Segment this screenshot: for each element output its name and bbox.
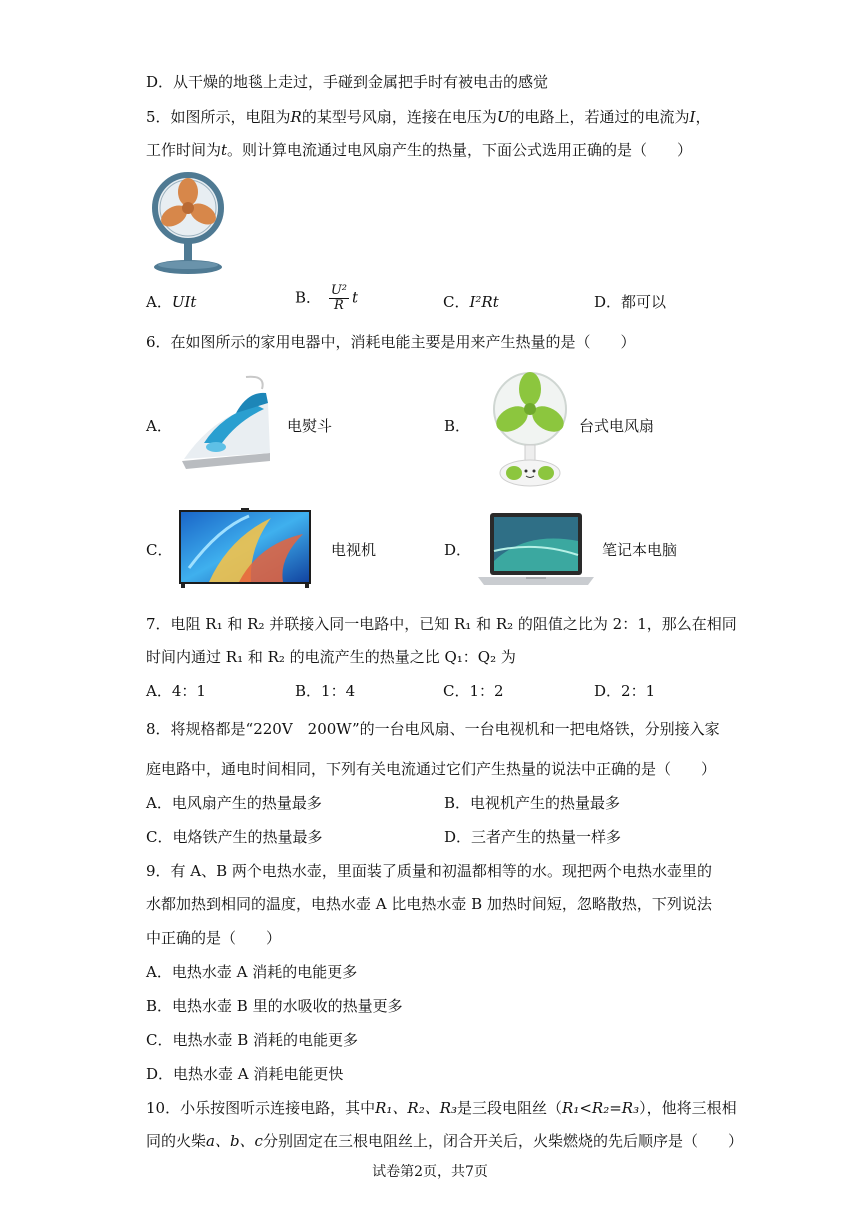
q6-iron-image (176, 373, 274, 473)
q9-stem-line3: 中正确的是（ ） (146, 929, 282, 947)
q6-option-d-label: D． (444, 541, 472, 559)
q6-option-c-label: C． (146, 541, 173, 559)
q9-stem-line2: 水都加热到相同的温度，电热水壶 A 比电热水壶 B 加热时间短，忽略散热，下列说法 (146, 895, 712, 913)
q6-tv-image (179, 508, 311, 588)
q9-option-d: D．电热水壶 A 消耗电能更快 (146, 1065, 344, 1083)
q5-option-d: D．都可以 (594, 293, 667, 311)
q9-option-a: A．电热水壶 A 消耗的电能更多 (146, 963, 358, 981)
page-footer: 试卷第2页，共7页 (372, 1164, 488, 1180)
q5-option-c: C．I²Rt (443, 293, 499, 311)
q6-stem: 6．在如图所示的家用电器中，消耗电能主要是用来产生热量的是（ ） (146, 333, 636, 351)
q7-stem-line2: 时间内通过 R₁ 和 R₂ 的电流产生的热量之比 Q₁：Q₂ 为 (146, 648, 516, 666)
q7-stem-line1: 7．电阻 R₁ 和 R₂ 并联接入同一电路中，已知 R₁ 和 R₂ 的阻值之比为 2：1，那么在相同 (146, 615, 737, 633)
q5-option-b-fraction: $\frac{\text{U²}}{R}$ (330, 283, 347, 313)
q5-option-b: B． $\frac{\text{U²}}{R}$ t (295, 283, 359, 313)
q8-option-a: A．电风扇产生的热量最多 (146, 794, 322, 812)
q6-option-b-label: B． (444, 417, 471, 435)
q6-option-a-text: 电熨斗 (287, 417, 333, 435)
q5-option-a: A．UIt (146, 293, 197, 311)
q6-option-b-text: 台式电风扇 (579, 417, 655, 435)
q6-option-d-text: 笔记本电脑 (602, 541, 678, 559)
q9-option-b: B．电热水壶 B 里的水吸收的热量更多 (146, 997, 403, 1015)
q5-stem-line2: 工作时间为t。则计算电流通过电风扇产生的热量，下面公式选用正确的是（ ） (146, 141, 693, 159)
q9-option-c: C．电热水壶 B 消耗的电能更多 (146, 1031, 359, 1049)
q5-stem-line1: 5．如图所示，电阻为R的某型号风扇，连接在电压为U的电路上，若通过的电流为I， (146, 108, 711, 126)
q8-option-d: D．三者产生的热量一样多 (444, 828, 622, 846)
q6-option-a-label: A． (146, 417, 172, 435)
q6-option-c-text: 电视机 (331, 541, 377, 559)
q7-option-c: C．1：2 (443, 682, 504, 700)
q7-option-b: B．1：4 (295, 682, 356, 700)
q6-laptop-image (476, 511, 596, 587)
q9-stem-line1: 9．有 A、B 两个电热水壶，里面装了质量和初温都相等的水。现把两个电热水壶里的 (146, 862, 712, 880)
q4-option-d: D．从干燥的地毯上走过，手碰到金属把手时有被电击的感觉 (146, 73, 549, 91)
q10-stem-line2: 同的火柴a、b、c分别固定在三根电阻丝上，闭合开关后，火柴燃烧的先后顺序是（ ） (146, 1132, 743, 1150)
q6-desk-fan-image (490, 367, 570, 489)
q8-option-c: C．电烙铁产生的热量最多 (146, 828, 323, 846)
q10-stem-line1: 10．小乐按图听示连接电路，其中R₁、R₂、R₃是三段电阻丝（R₁<R₂=R₃），他将三根相 (146, 1099, 737, 1117)
q5-fan-image (146, 170, 230, 278)
q7-option-d: D．2：1 (594, 682, 656, 700)
q8-option-b: B．电视机产生的热量最多 (444, 794, 621, 812)
q8-stem-line1: 8．将规格都是“220V 200W”的一台电风扇、一台电视机和一把电烙铁，分别接入家 (146, 720, 720, 738)
q8-stem-line2: 庭电路中，通电时间相同，下列有关电流通过它们产生热量的说法中正确的是（ ） (146, 760, 717, 778)
q7-option-a: A．4：1 (146, 682, 206, 700)
